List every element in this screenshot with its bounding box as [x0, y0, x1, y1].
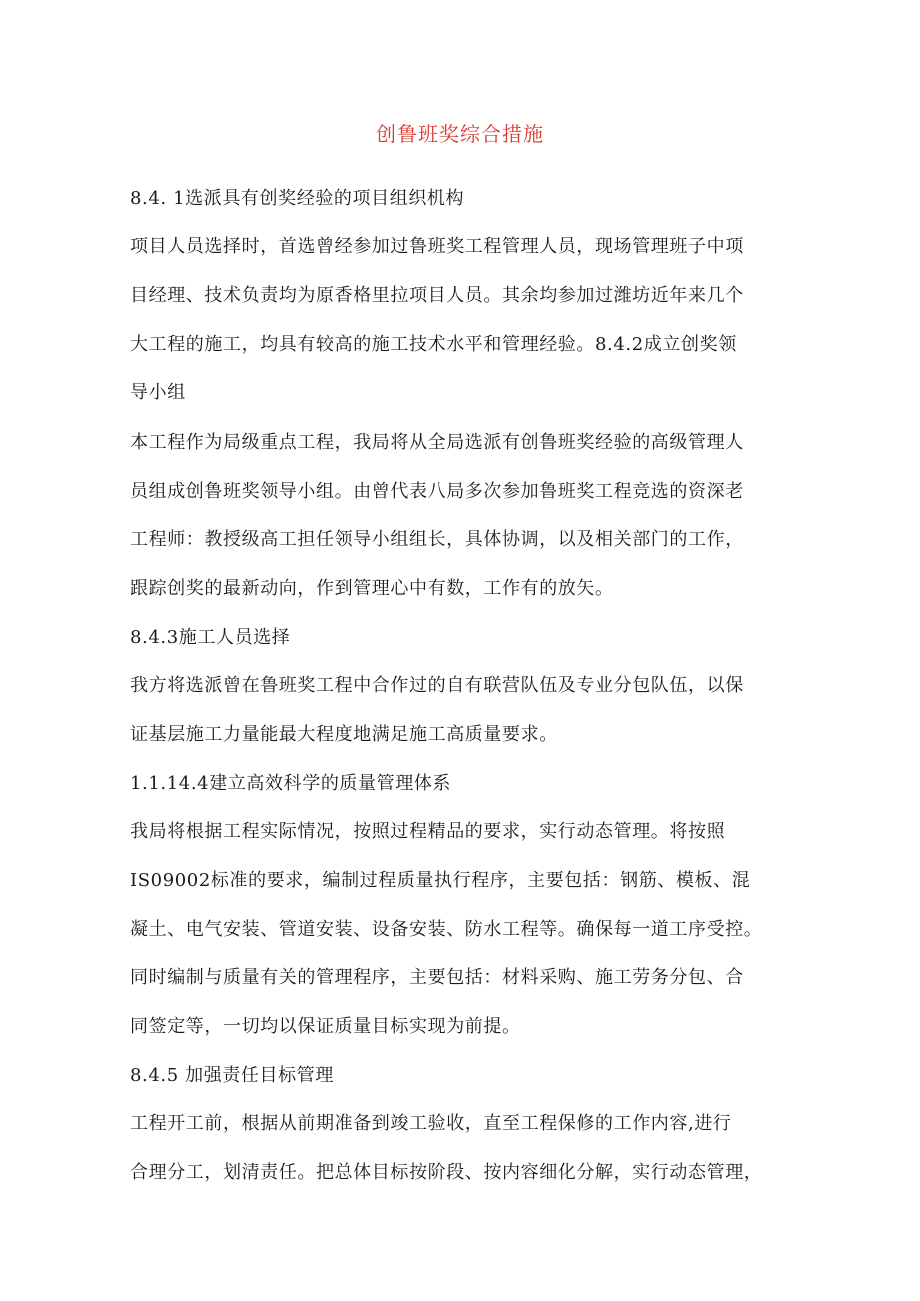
paragraph-line: 同时编制与质量有关的管理程序，主要包括：材料采购、施工劳务分包、合 — [130, 967, 744, 988]
paragraph-line: 大工程的施工，均具有较高的施工技术水平和管理经验。8.4.2成立创奖领 — [130, 334, 737, 355]
paragraph-line: 合理分工，划清责任。把总体目标按阶段、按内容细化分解，实行动态管理， — [130, 1162, 763, 1183]
section-heading-8-4-5: 8.4.5 加强责任目标管理 — [130, 1065, 334, 1086]
section-heading-8-4-1: 8.4. 1选派具有创奖经验的项目组织机构 — [130, 188, 465, 209]
paragraph-line: 工程开工前，根据从前期准备到竣工验收，直至工程保修的工作内容,进行 — [130, 1113, 732, 1134]
section-heading-1-1-14-4: 1.1.14.4建立高效科学的质量管理体系 — [130, 773, 452, 794]
paragraph-line: 我局将根据工程实际情况，按照过程精品的要求，实行动态管理。将按照 — [130, 821, 726, 842]
document-title: 创鲁班奖综合措施 — [376, 122, 544, 146]
paragraph-line: 凝土、电气安装、管道安装、设备安装、防水工程等。确保每一道工序受控。 — [130, 919, 763, 940]
paragraph-line: 跟踪创奖的最新动向，作到管理心中有数，工作有的放矢。 — [130, 578, 614, 599]
paragraph-line: 同签定等，一切均以保证质量目标实现为前提。 — [130, 1016, 521, 1037]
paragraph-line: 证基层施工力量能最大程度地满足施工高质量要求。 — [130, 724, 558, 745]
paragraph-line: 目经理、技术负责均为原香格里拉项目人员。其余均参加过潍坊近年来几个 — [130, 285, 744, 306]
section-heading-8-4-3: 8.4.3施工人员选择 — [130, 627, 291, 648]
paragraph-line: 项目人员选择时，首选曾经参加过鲁班奖工程管理人员，现场管理班子中项 — [130, 236, 744, 257]
paragraph-line: 导小组 — [130, 382, 186, 403]
paragraph-line: 我方将选派曾在鲁班奖工程中合作过的自有联营队伍及专业分包队伍，以保 — [130, 675, 744, 696]
paragraph-line: 员组成创鲁班奖领导小组。由曾代表八局多次参加鲁班奖工程竞选的资深老 — [130, 481, 744, 502]
paragraph-line: IS09002标准的要求，编制过程质量执行程序，主要包括：钢筋、模板、混 — [130, 870, 751, 891]
paragraph-line: 本工程作为局级重点工程，我局将从全局选派有创鲁班奖经验的高级管理人 — [130, 432, 744, 453]
paragraph-line: 工程师：教授级高工担任领导小组组长，具体协调，以及相关部门的工作， — [130, 529, 744, 550]
